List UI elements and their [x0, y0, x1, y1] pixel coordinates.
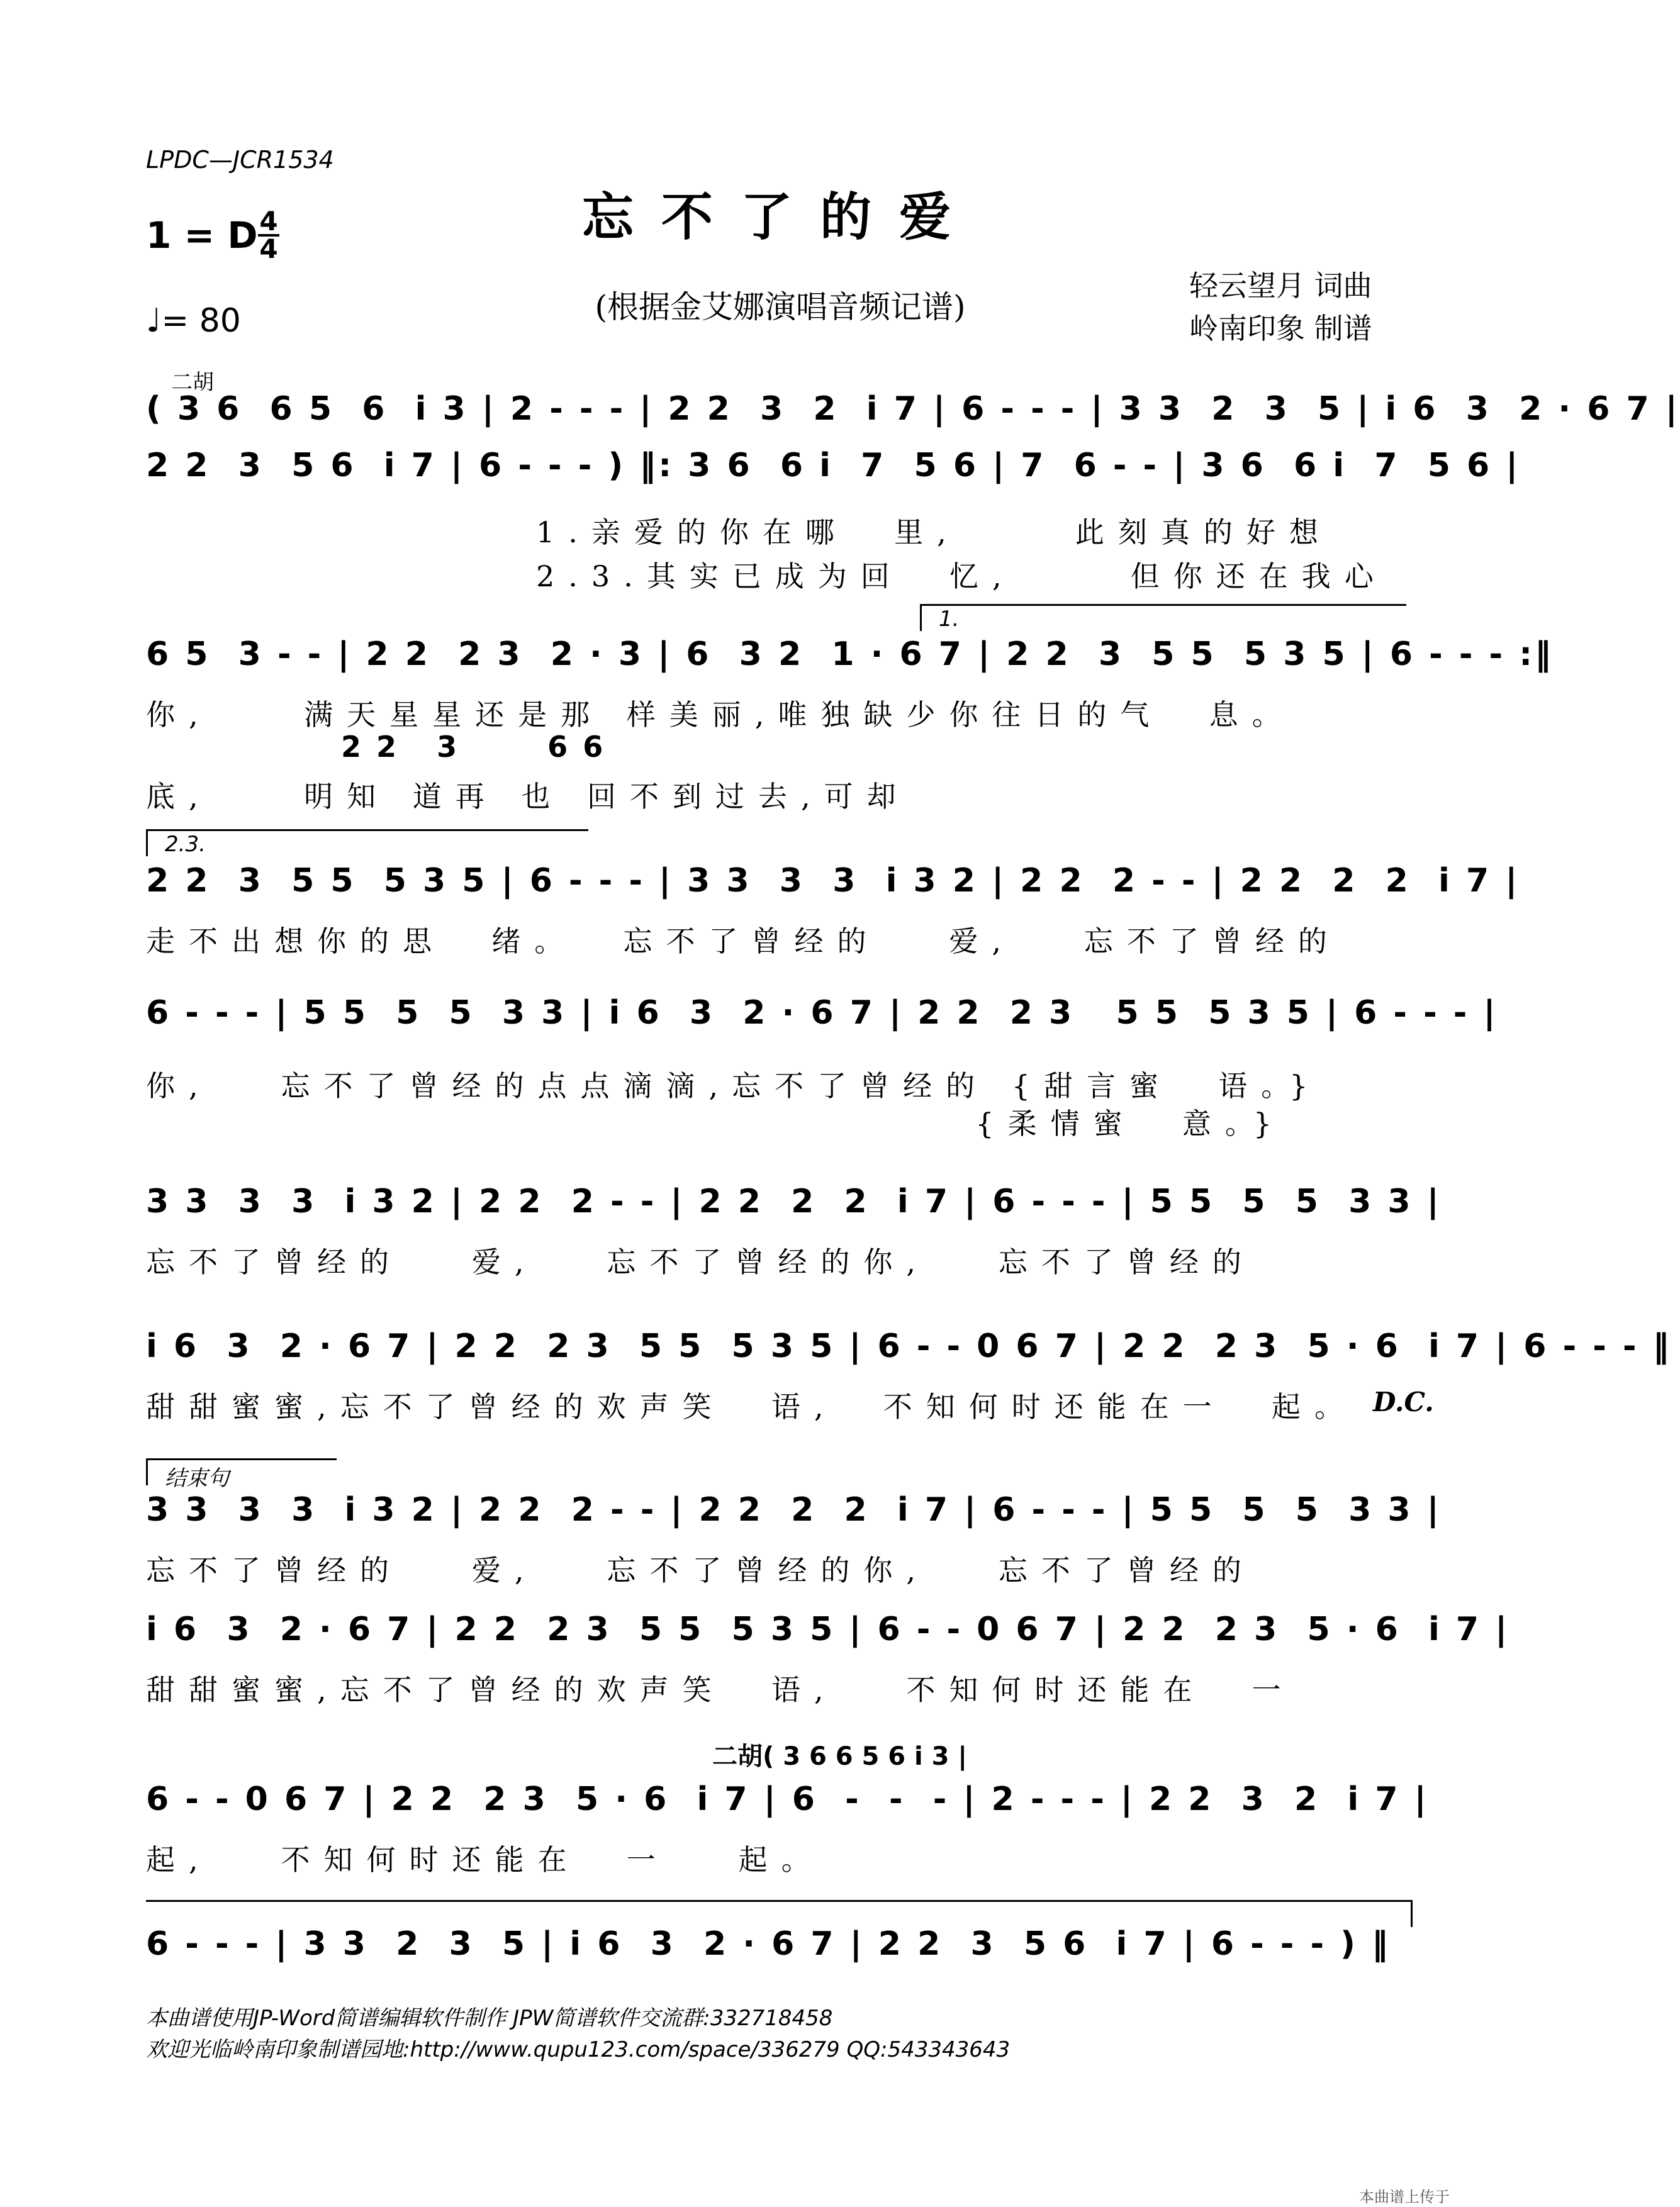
lyrics-verse-1: 你, 忘不了曾经的点点滴滴,忘不了曾经的 {甜言蜜 语。} [146, 1069, 1322, 1103]
dc-marking: D.C. [1373, 1387, 1434, 1417]
score-system-9 [146, 1611, 1510, 1707]
volta-bracket [146, 829, 588, 856]
lyrics-verse-1: 甜甜蜜蜜,忘不了曾经的欢声笑 语, 不知何时还能在一 起。 [146, 1390, 1357, 1424]
system-bracket [146, 1900, 1413, 1927]
instrument-label: 二胡 [171, 370, 214, 395]
lyrics-verse-2: 底, 明知 道再 也 回不到过去,可却 [146, 779, 910, 813]
notation-line: 2 2 3 5 6 i 7 | 6 - - - ) ‖: 3 6 6 i 7 5 6 | 7 6 - - | 3 6 6 i 7 5 6 | [146, 447, 1521, 484]
notation-line: 3 3 3 3 i 3 2 | 2 2 2 - - | 2 2 2 2 i 7 | 6 - - - | 5 5 5 5 3 3 | [146, 1183, 1442, 1221]
notation-line: 6 - - 0 6 7 | 2 2 2 3 5 · 6 i 7 | 6 - - - | 2 - - - | 2 2 3 2 i 7 | [146, 1780, 1429, 1818]
notation-line: 6 - - - | 5 5 5 5 3 3 | i 6 3 2 · 6 7 | 2 2 2 3 5 5 5 3 5 | 6 - - - | [146, 994, 1498, 1032]
notation-line: 3 3 3 3 i 3 2 | 2 2 2 - - | 2 2 2 2 i 7 | 6 - - - | 5 5 5 5 3 3 | [146, 1491, 1442, 1529]
lyrics-verse-1: 甜甜蜜蜜,忘不了曾经的欢声笑 语, 不知何时还能在 一 [146, 1673, 1295, 1707]
notation-line: ( 3 6 6 5 6 i 3 | 2 - - - | 2 2 3 2 i 7 | 6 - - - | 3 3 2 3 5 | i 6 3 2 · 6 7 | [146, 390, 1680, 428]
score-code: LPDC—JCR1534 [146, 146, 334, 174]
transcriber: 岭南印象 制谱 [1189, 311, 1372, 345]
lyrics-verse-1: 你, 满天星星还是那 样美丽,唯独缺少你往日的气 息。 [146, 698, 1295, 732]
time-signature-bottom: 4 [259, 233, 278, 264]
score-system-7 [146, 1327, 1672, 1424]
credits [1189, 264, 1372, 350]
lyrics-verse-1: 走不出想你的思 绪。 忘不了曾经的 爱, 忘不了曾经的 [146, 924, 1341, 958]
lyrics-verse-1: 忘不了曾经的 爱, 忘不了曾经的你, 忘不了曾经的 [146, 1245, 1255, 1279]
volta-label: 结束句 [165, 1466, 229, 1491]
lyrics-verse-2: 2.3.其实已成为回 忆, 但你还在我心 [536, 559, 1387, 593]
lyrics-verse-1: 起, 不知何时还能在 一 起。 [146, 1843, 824, 1877]
lyrics-verse-2: {柔情蜜 意。} [146, 1107, 1286, 1141]
volta-bracket [920, 604, 1406, 631]
alternate-notation: 2 2 3 6 6 [341, 730, 606, 764]
instrument-label: 二胡( 3 6 6 5 6 i 3 | [712, 1742, 967, 1771]
lyrics-verse-1: 忘不了曾经的 爱, 忘不了曾经的你, 忘不了曾经的 [146, 1553, 1255, 1587]
score-system-5 [146, 994, 1498, 1141]
score-system-2 [146, 447, 1521, 593]
volta-label: 2.3. [165, 832, 206, 857]
subtitle: (根据金艾娜演唱音频记谱) [595, 289, 966, 325]
lyrics-verse-1: 1.亲爱的你在哪 里, 此刻真的好想 [536, 515, 1332, 549]
notation-line: 2 2 3 5 5 5 3 5 | 6 - - - | 3 3 3 3 i 3 2 | 2 2 2 - - | 2 2 2 2 i 7 | [146, 862, 1520, 900]
notation-line: i 6 3 2 · 6 7 | 2 2 2 3 5 5 5 3 5 | 6 - - 0 6 7 | 2 2 2 3 5 · 6 i 7 | [146, 1611, 1510, 1648]
footer-software-line: 本曲谱使用JP-Word简谱编辑软件制作 JPW简谱软件交流群:332718458 [146, 2006, 833, 2031]
volta-label: 1. [939, 606, 960, 632]
score-system-6 [146, 1183, 1442, 1279]
notation-line: 6 - - - | 3 3 2 3 5 | i 6 3 2 · 6 7 | 2 2 3 5 6 i 7 | 6 - - - ) ‖ [146, 1925, 1391, 1963]
score-system-11 [146, 1925, 1414, 1963]
key-signature: 1 = D [146, 214, 258, 257]
time-signature-top: 4 [259, 206, 278, 237]
notation-line: i 6 3 2 · 6 7 | 2 2 2 3 5 5 5 3 5 | 6 - - 0 6 7 | 2 2 2 3 5 · 6 i 7 | 6 - - - ‖ [146, 1327, 1672, 1365]
time-signature [258, 206, 279, 264]
tempo-marking: ♩= 80 [146, 302, 241, 340]
lyricist-composer: 轻云望月 词曲 [1189, 269, 1372, 303]
song-title: 忘不了的爱 [581, 187, 978, 247]
upload-stamp: 本曲谱上传于 [1359, 2188, 1450, 2206]
notation-line: 6 5 3 - - | 2 2 2 3 2 · 3 | 6 3 2 1 · 6 7 | 2 2 3 5 5 5 3 5 | 6 - - - :‖ [146, 635, 1554, 673]
footer-website-line: 欢迎光临岭南印象制谱园地:http://www.qupu123.com/space/336279 QQ:543343643 [146, 2037, 1011, 2062]
